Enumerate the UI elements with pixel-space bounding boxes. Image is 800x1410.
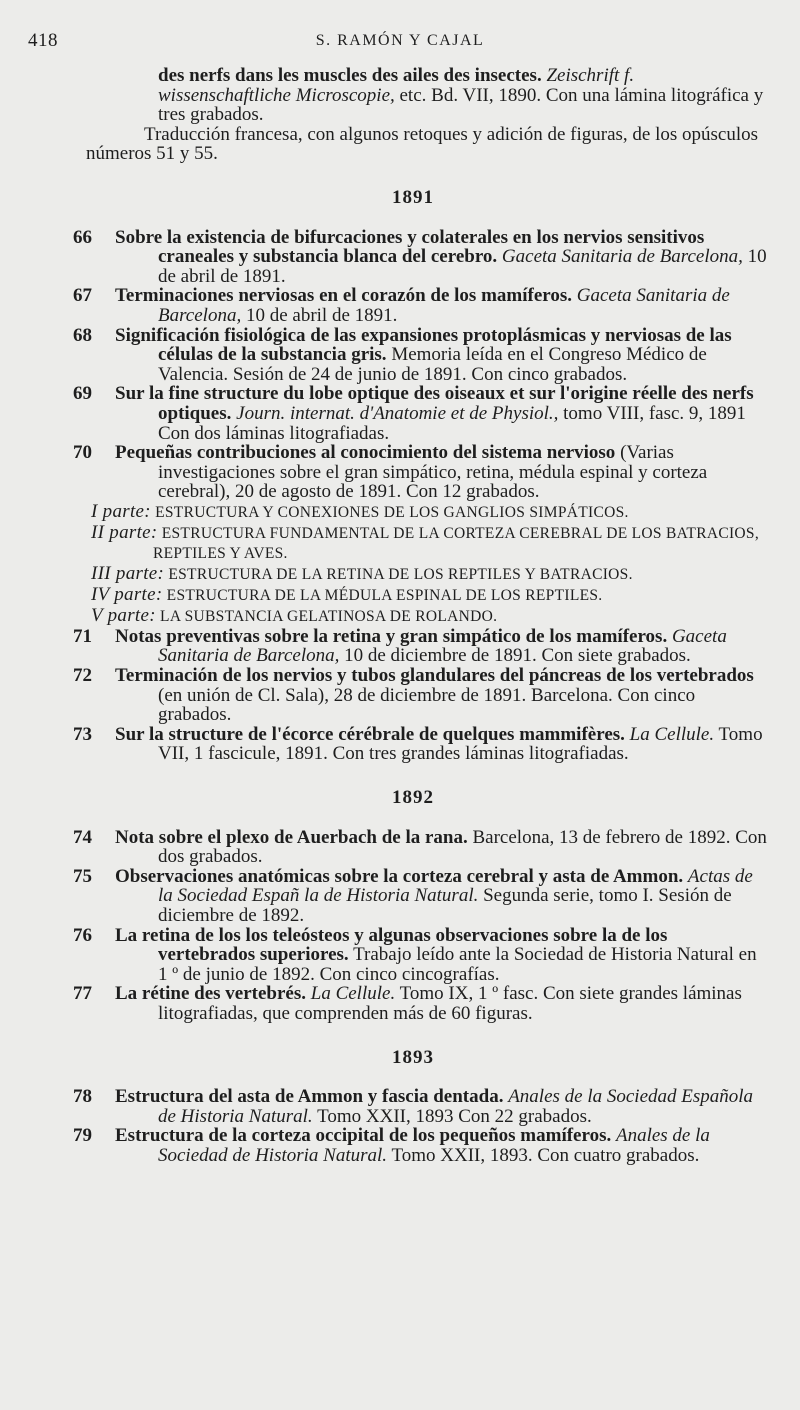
entry-70: 70 Pequeñas contribuciones al conocimiento del sistema nervioso (Varias investigaciones sobre el gran simpático, retina, médula espinal y corteza cerebral), 20 de agosto de 1891. Con 12 grabados.	[73, 442, 708, 503]
entry-71: 71 Notas preventivas sobre la retina y gran simpático de los mamíferos. Gaceta Sanitaria de Barcelona, 10 de diciembre de 1891. Con siete grabados.	[73, 625, 727, 667]
entry-77: 77 La rétine des vertebrés. La Cellule. Tomo IX, 1 º fasc. Con siete grandes láminas litografiadas, que comprenden más de 60 figuras.	[73, 983, 742, 1024]
part-3: III parte: ESTRUCTURA DE LA RETINA DE LOS REPTILES Y BATRACIOS.	[91, 562, 633, 584]
entry-74: 74 Nota sobre el plexo de Auerbach de la rana. Barcelona, 13 de febrero de 1892. Con dos grabados.	[73, 826, 767, 868]
entry-78: 78 Estructura del asta de Ammon y fascia dentada. Anales de la Sociedad Española de Historia Natural. Tomo XXII, 1893 Con 22 grabados.	[73, 1086, 754, 1127]
entry-72: 72 Terminación de los nervios y tubos glandulares del páncreas de los vertebrados (en unión de Cl. Sala), 28 de diciembre de 1891. Barcelona. Con cinco grabados.	[73, 665, 754, 726]
entry-73: 73 Sur la structure de l'écorce cérébrale de quelques mammifères. La Cellule. Tomo VII, 1 fascicule, 1891. Con tres grandes láminas litografiadas.	[73, 723, 763, 765]
entry-69: 69 Sur la fine structure du lobe optique des oiseaux et sur l'origine réelle des nerfs optiques. Journ. internat. d'Anatomie et de Physiol., tomo VIII, fasc. 9, 1891 Con dos láminas litografiadas.	[73, 383, 754, 444]
page-number: 418	[28, 30, 58, 51]
part-2: II parte: ESTRUCTURA FUNDAMENTAL DE LA CORTEZA CEREBRAL DE LOS BATRACIOS, REPTILES Y AVES.	[91, 521, 760, 562]
part-4: IV parte: ESTRUCTURA DE LA MÉDULA ESPINAL DE LOS REPTILES.	[91, 583, 603, 605]
entry-79: 79 Estructura de la corteza occipital de los pequeños mamíferos. Anales de la Sociedad de Historia Natural. Tomo XXII, 1893. Con cuatro grabados.	[73, 1125, 710, 1166]
entry-76: 76 La retina de los los teleósteos y algunas observaciones sobre la de los vertebrados superiores. Trabajo leído ante la Sociedad de Historia Natural en 1 º de junio de 1892. Con cinco cincografías.	[73, 924, 757, 985]
year-heading-1891: 1891	[392, 186, 434, 208]
page-header	[0, 30, 800, 56]
entry-75: 75 Observaciones anatómicas sobre la corteza cerebral y asta de Ammon. Actas de la Sociedad Españ la de Historia Natural. Segunda serie, tomo I. Sesión de diciembre de 1892.	[73, 865, 753, 926]
running-title: S. RAMÓN Y CAJAL	[315, 32, 485, 49]
year-heading-1893: 1893	[392, 1046, 434, 1068]
entry-67: 67 Terminaciones nerviosas en el corazón de los mamíferos. Gaceta Sanitaria de Barcelona, 10 de abril de 1891.	[73, 285, 730, 326]
bibliography-content	[28, 66, 768, 1166]
entry-68: 68 Significación fisiológica de las expansiones protoplásmicas y nerviosas de las células de la substancia gris. Memoria leída en el Congreso Médico de Valencia. Sesión de 24 de junio de 1891. Con cinco grabados.	[73, 324, 732, 385]
part-1: I parte: ESTRUCTURA Y CONEXIONES DE LOS GANGLIOS SIMPÁTICOS.	[91, 500, 629, 522]
intro-continuation: des nerfs dans les muscles des ailes des insectes. Zeischrift f. wissenschaftliche Microscopie, etc. Bd. VII, 1890. Con una lámina litográfica y tres grabados.	[158, 65, 764, 126]
entry-66: 66 Sobre la existencia de bifurcaciones y colaterales en los nervios sensitivos craneales y substancia blanca del cerebro. Gaceta Sanitaria de Barcelona, 10 de abril de 1891.	[73, 226, 767, 287]
part-5: V parte: LA SUBSTANCIA GELATINOSA DE ROLANDO.	[91, 604, 498, 626]
intro-translation-note: Traducción francesa, con algunos retoques y adición de figuras, de los opúsculos números 51 y 55.	[86, 123, 759, 165]
year-heading-1892: 1892	[392, 787, 434, 809]
